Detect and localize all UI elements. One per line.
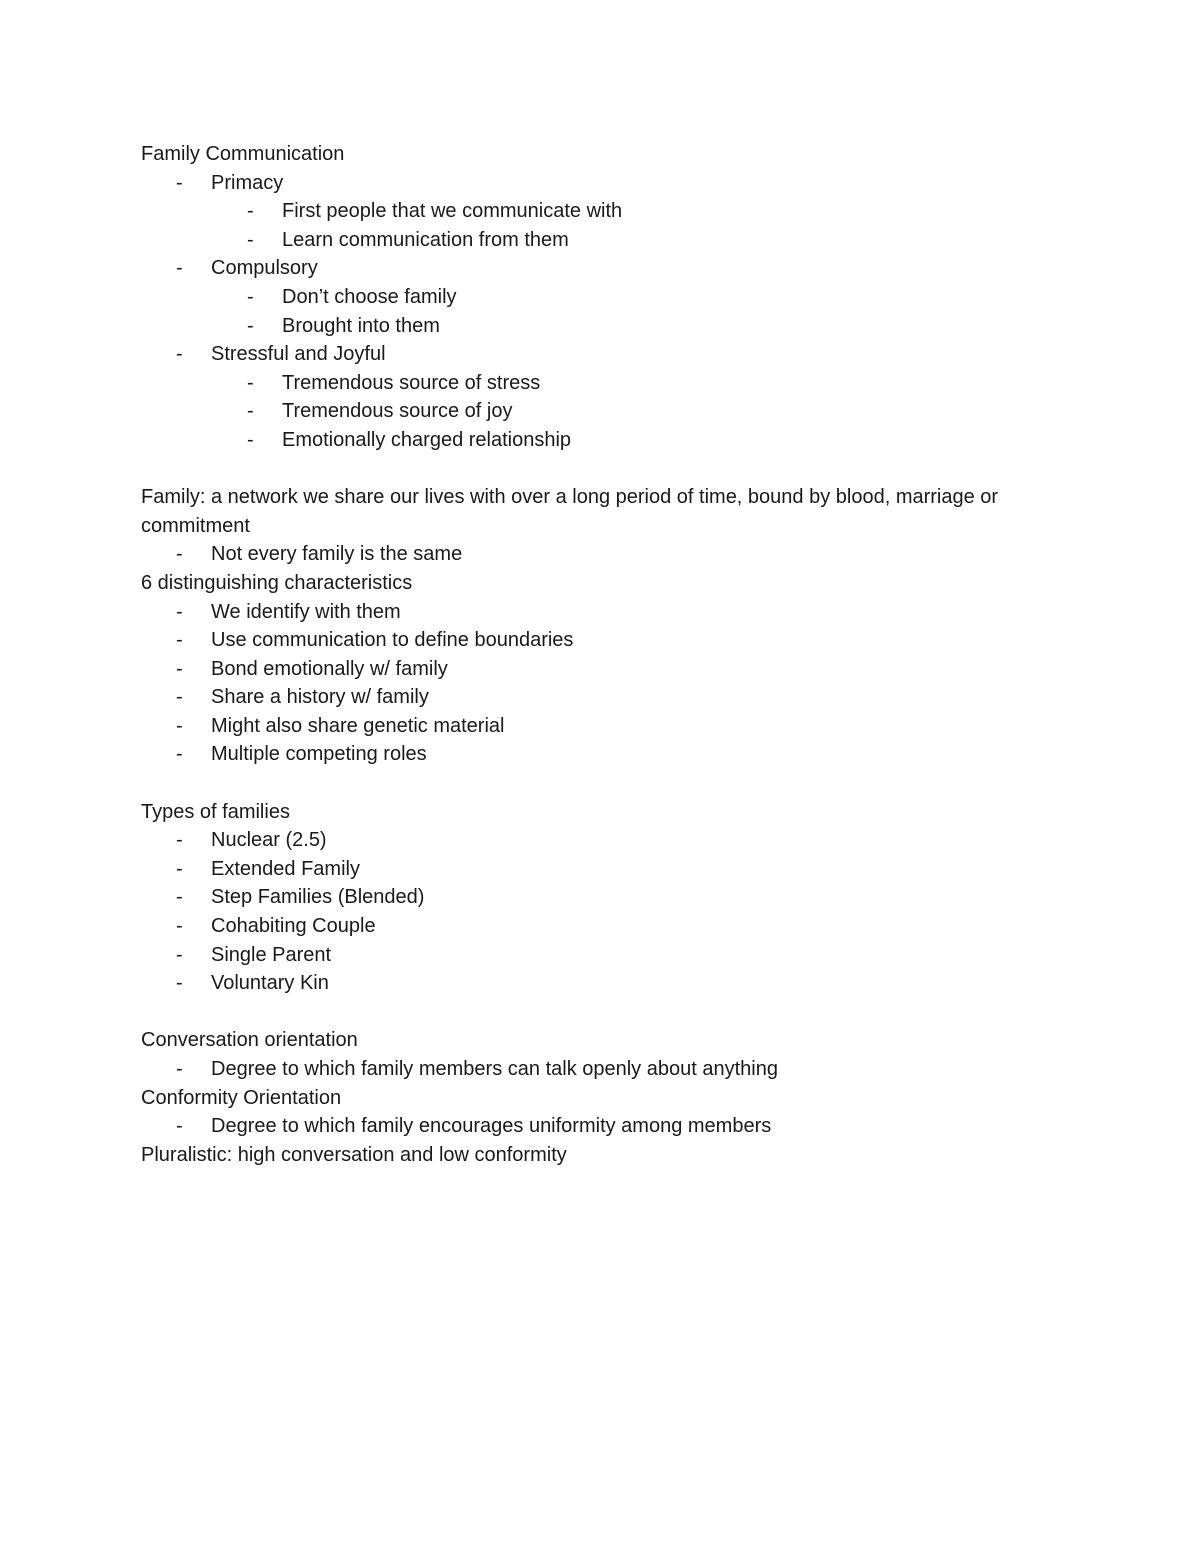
list-item <box>141 912 1081 941</box>
bullet-dash: - <box>176 915 183 938</box>
bullet-dash: - <box>247 400 254 423</box>
list-item <box>141 1112 1081 1141</box>
list-item-text: Not every family is the same <box>211 543 463 566</box>
list-item-text: Degree to which family members can talk openly about anything <box>211 1058 778 1080</box>
list-item <box>141 169 1081 198</box>
bullet-dash: - <box>176 1058 183 1080</box>
bullet-dash: - <box>176 857 183 880</box>
list-item-text: Degree to which family encourages uniformity among members <box>211 1115 772 1138</box>
list-item <box>141 655 1081 684</box>
bullet-dash: - <box>247 371 254 394</box>
list-item-text: Cohabiting Couple <box>211 915 376 938</box>
sub-list-item <box>141 397 1081 426</box>
list-item-text: Use communication to define boundaries <box>211 629 574 652</box>
bullet-dash: - <box>247 285 254 308</box>
bullet-dash: - <box>176 343 183 366</box>
bullet-dash: - <box>176 543 183 566</box>
list-item <box>141 883 1081 912</box>
sub-list-item <box>141 312 1081 341</box>
list-item-text: Step Families (Blended) <box>211 886 425 909</box>
sub-list-item <box>141 283 1081 312</box>
list-item-text: Emotionally charged relationship <box>282 428 572 451</box>
bullet-dash: - <box>247 228 254 251</box>
list-item-text: Tremendous source of joy <box>282 400 513 423</box>
paragraph: 6 distinguishing characteristics <box>141 571 413 594</box>
blank-line <box>141 455 1081 484</box>
list-item-text: Stressful and Joyful <box>211 343 386 366</box>
bullet-dash: - <box>176 943 183 966</box>
bullet-dash: - <box>176 829 183 852</box>
paragraph: Conformity Orientation <box>141 1086 342 1109</box>
bullet-dash: - <box>247 428 254 451</box>
list-item-text: Voluntary Kin <box>211 972 329 995</box>
list-item-text: Share a history w/ family <box>211 686 429 709</box>
list-item-text: Nuclear (2.5) <box>211 829 327 852</box>
paragraph: Pluralistic: high conversation and low conformity <box>141 1143 567 1166</box>
bullet-dash: - <box>247 200 254 223</box>
list-item <box>141 826 1081 855</box>
paragraph: Family: a network we share our lives with over a long period of time, bound by blood, marriage or commitment <box>141 486 1004 537</box>
list-item <box>141 1055 1081 1084</box>
bullet-dash: - <box>176 657 183 680</box>
paragraph: Conversation orientation <box>141 1029 358 1052</box>
list-item-text: Learn communication from them <box>282 228 569 251</box>
list-item-text: Multiple competing roles <box>211 743 427 766</box>
sub-list-item <box>141 197 1081 226</box>
list-item-text: Brought into them <box>282 314 440 337</box>
list-item <box>141 683 1081 712</box>
list-item-text: Tremendous source of stress <box>282 371 541 394</box>
list-item <box>141 254 1081 283</box>
list-item-text: Compulsory <box>211 257 318 280</box>
bullet-dash: - <box>176 714 183 737</box>
bullet-dash: - <box>176 686 183 709</box>
list-item-text: Might also share genetic material <box>211 714 505 737</box>
list-item <box>141 340 1081 369</box>
document-body <box>141 140 1081 1169</box>
bullet-dash: - <box>247 314 254 337</box>
list-item-text: First people that we communicate with <box>282 200 623 223</box>
bullet-dash: - <box>176 972 183 995</box>
list-item-text: Don’t choose family <box>282 285 457 308</box>
bullet-dash: - <box>176 629 183 652</box>
list-item <box>141 855 1081 884</box>
list-item-text: Bond emotionally w/ family <box>211 657 448 680</box>
bullet-dash: - <box>176 257 183 280</box>
blank-line <box>141 769 1081 798</box>
sub-list-item <box>141 369 1081 398</box>
list-item <box>141 598 1081 627</box>
bullet-dash: - <box>176 886 183 909</box>
blank-line <box>141 998 1081 1027</box>
list-item <box>141 941 1081 970</box>
list-item-text: We identify with them <box>211 600 401 623</box>
bullet-dash: - <box>176 743 183 766</box>
list-item <box>141 712 1081 741</box>
sub-list-item <box>141 226 1081 255</box>
bullet-dash: - <box>176 171 183 194</box>
bullet-dash: - <box>176 1115 183 1138</box>
list-item <box>141 969 1081 998</box>
list-item <box>141 540 1081 569</box>
paragraph: Family Communication <box>141 143 345 165</box>
paragraph: Types of families <box>141 800 290 823</box>
list-item <box>141 626 1081 655</box>
sub-list-item <box>141 426 1081 455</box>
list-item-text: Extended Family <box>211 857 360 880</box>
bullet-dash: - <box>176 600 183 623</box>
list-item-text: Primacy <box>211 171 284 194</box>
list-item <box>141 740 1081 769</box>
list-item-text: Single Parent <box>211 943 332 966</box>
